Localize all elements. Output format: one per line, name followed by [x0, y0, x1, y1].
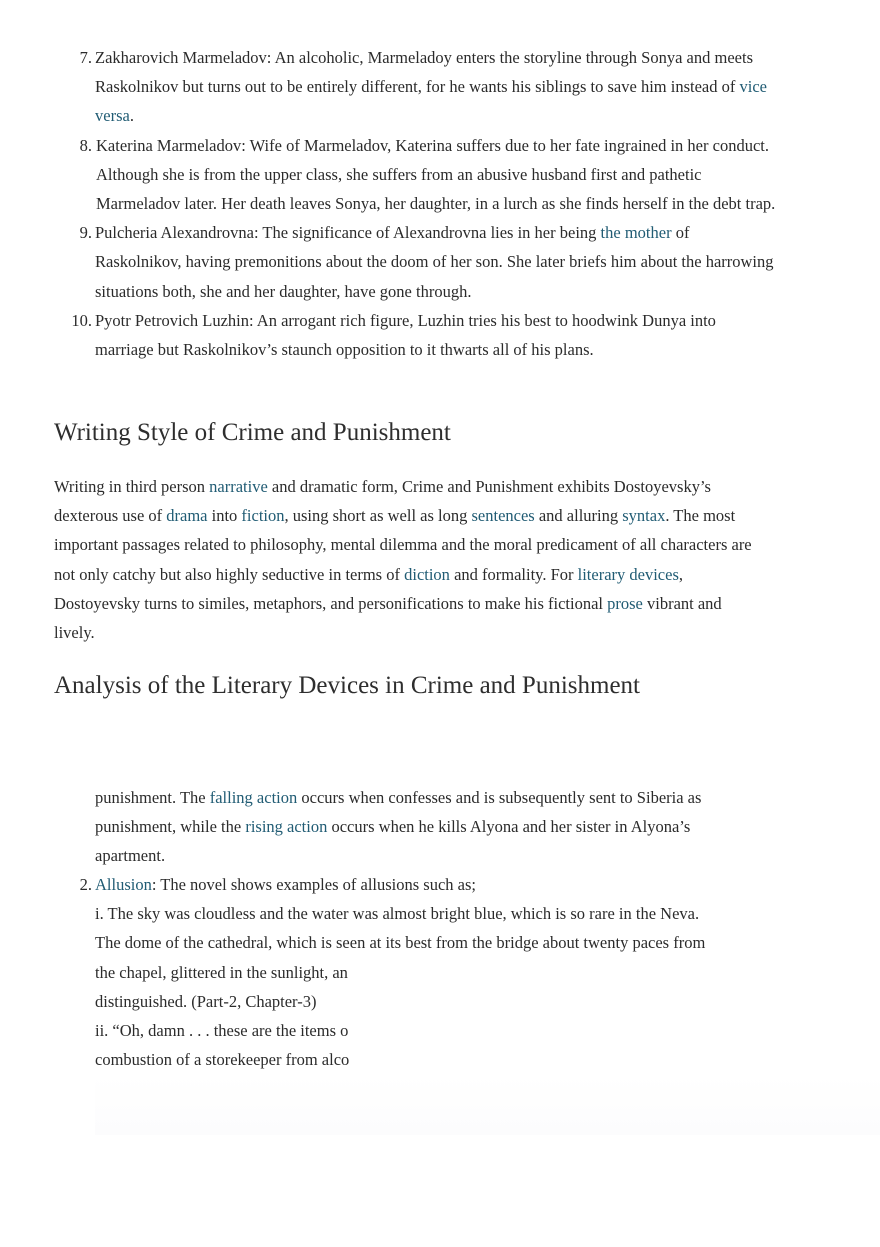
list-number: 7.: [79, 48, 92, 67]
drama-link[interactable]: drama: [166, 506, 208, 526]
allusion-link[interactable]: Allusion: [95, 875, 152, 894]
heading-writing-style: Writing Style of Crime and Punishment: [54, 419, 451, 446]
writing-style-paragraph: Writing in third person narrative and dramatic form, Crime and Punishment exhibits Dostoyevsky’s dexterous use of drama into fiction, using short as well as long sentences and alluring syntax. The most important passages related to philosophy, mental dilemma and the moral predicament of all characters are not only catchy but also highly seductive in terms of diction and formality. For literary devices, Dostoyevsky turns to similes, metaphors, and personifications to make his fictional prose vibrant and lively.: [54, 477, 752, 643]
allusion-item: [54, 870, 774, 1074]
example-line: ii. “Oh, damn . . . these are the items o: [95, 1021, 349, 1041]
example-line: The dome of the cathedral, which is seen at its best from the bridge about twenty paces from: [95, 933, 706, 953]
character-list: [54, 43, 774, 364]
prose-link[interactable]: prose: [607, 593, 643, 613]
example-line: distinguished. (Part-2, Chapter-3): [95, 991, 317, 1011]
example-line: i. The sky was cloudless and the water was almost bright blue, which is so rare in the Neva.: [95, 904, 700, 924]
narrative-link[interactable]: narrative: [209, 477, 268, 496]
falling-action-link[interactable]: falling action: [209, 788, 298, 807]
the-mother-link[interactable]: the mother: [600, 223, 672, 243]
list-number: 9.: [79, 223, 92, 243]
list-number: 8.: [79, 135, 92, 155]
faded-region: [95, 1075, 880, 1135]
vice-versa-link[interactable]: vice versa: [95, 77, 767, 126]
list-item: 9. Pulcheria Alexandrovna: The significance of Alexandrovna lies in her being the mother of Raskolnikov, having premonitions about the doom of her son. She later briefs him about the harrowing situations both, she and her daughter, have gone through.: [54, 218, 775, 306]
list-item: 7. Zakharovich Marmeladov: An alcoholic, Marmeladoy enters the storyline through Sonya and meets Raskolnikov but turns out to be entirely different, for he wants his siblings to save him instead of vice versa.: [54, 43, 775, 131]
rising-action-link[interactable]: rising action: [245, 817, 328, 837]
example-line: combustion of a storekeeper from alco: [95, 1050, 350, 1070]
list-item: 8. Katerina Marmeladov: Wife of Marmeladov, Katerina suffers due to her fate ingrained in her conduct. Although she is from the upper class, she suffers from an abusive husband first and pathetic Marmeladov later. Her death leaves Sonya, her daughter, in a lurch as she finds herself in the debt trap.: [54, 131, 776, 219]
heading-analysis: Analysis of the Literary Devices in Crime and Punishment: [54, 672, 640, 699]
example-line: the chapel, glittered in the sunlight, an: [95, 962, 348, 982]
analysis-list: [95, 783, 745, 871]
diction-link[interactable]: diction: [404, 564, 450, 584]
syntax-link[interactable]: syntax: [622, 506, 666, 526]
list-number: 2.: [79, 875, 92, 894]
sentences-link[interactable]: sentences: [471, 506, 535, 526]
literary-devices-link[interactable]: literary devices: [577, 564, 679, 584]
list-item-continuation: punishment. The falling action occurs when confesses and is subsequently sent to Siberia as punishment, while the rising action occurs when he kills Alyona and her sister in Alyona’s apartment.: [95, 788, 702, 866]
list-number: 10.: [71, 310, 92, 330]
list-item: 10. Pyotr Petrovich Luzhin: An arrogant rich figure, Luzhin tries his best to hoodwink Dunya into marriage but Raskolnikov’s staunch opposition to it thwarts all of his plans.: [54, 306, 775, 364]
list-item: 2. Allusion: The novel shows examples of allusions such as;: [54, 870, 774, 899]
fiction-link[interactable]: fiction: [241, 506, 285, 526]
